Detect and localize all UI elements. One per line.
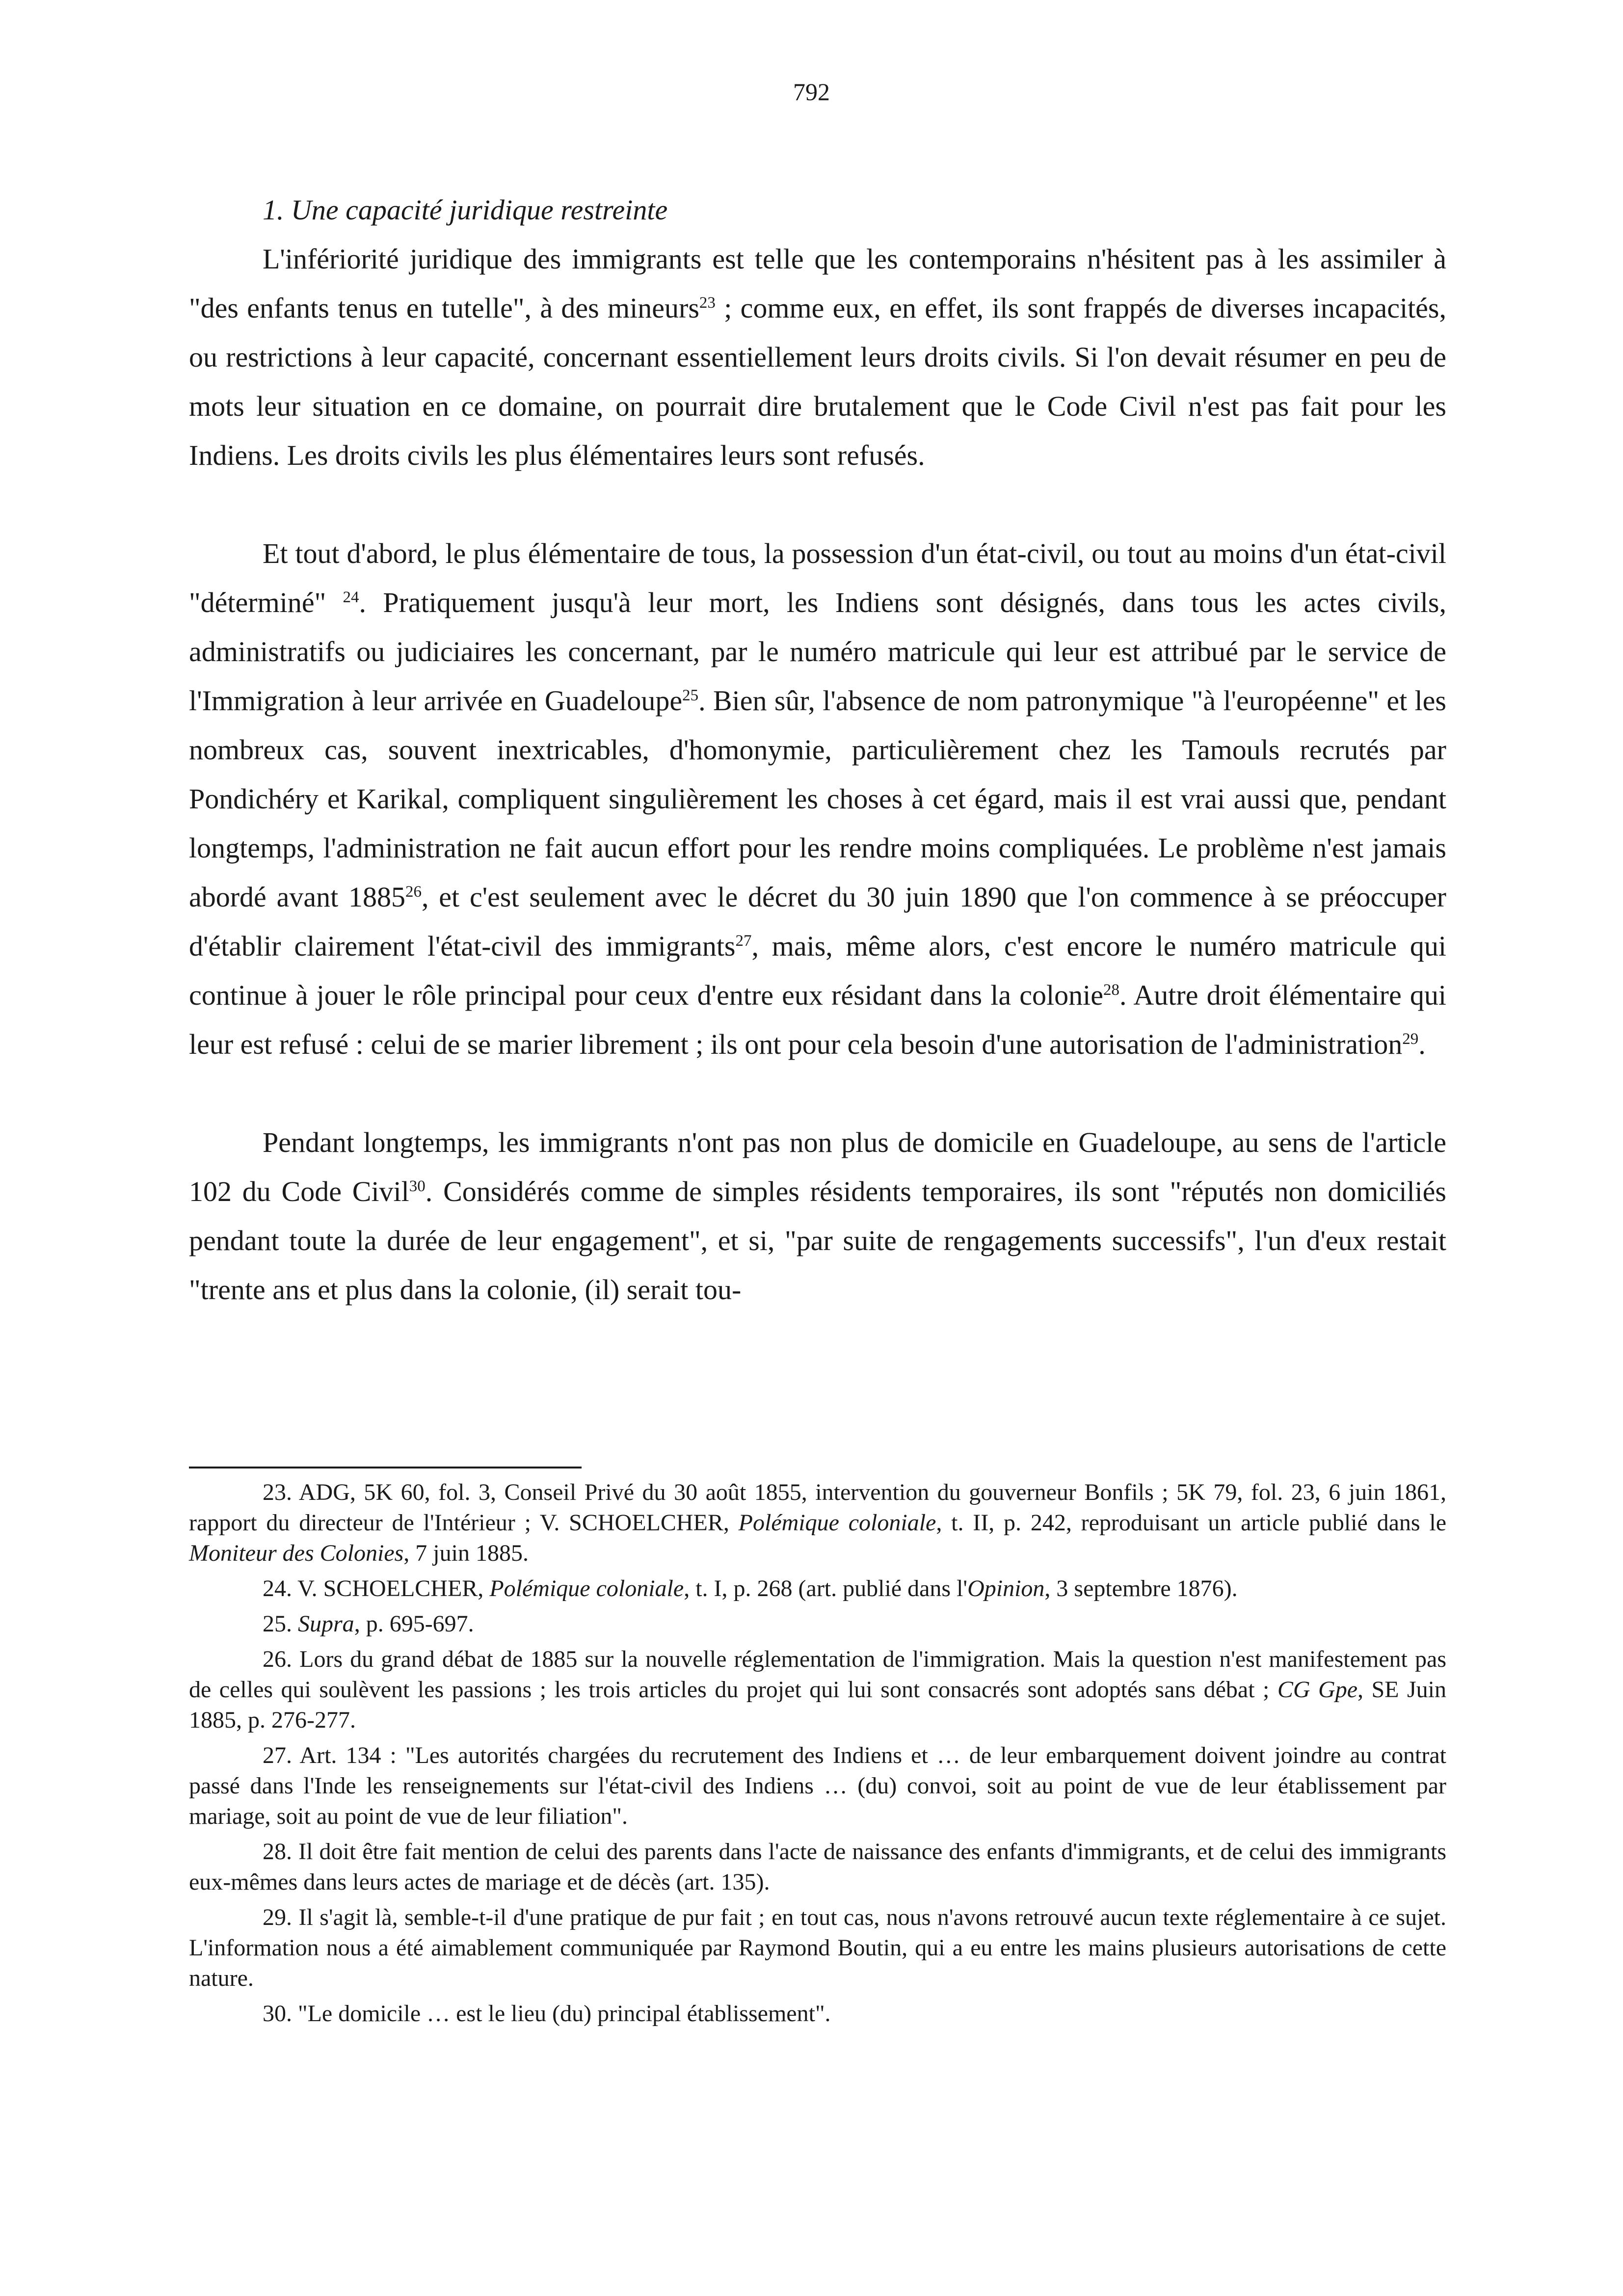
- section-title: 1. Une capacité juridique restreinte: [263, 194, 668, 226]
- footnote-ref: 26: [405, 883, 422, 901]
- text-run: . Bien sûr, l'absence de nom patronymique "à l'européenne" et les nombreux cas, souvent inextricables, d'homonymie, particulièrement chez les Tamouls recrutés par Pondichéry et Karikal, compliquent singulièrement les choses à cet égard, mais il est vrai aussi que, pendant longtemps, l'administration ne fait aucun effort pour les rendre moins compliquées. Le problème n'est jamais abordé avant 1885: [189, 685, 1446, 913]
- text-run: , t. I, p. 268 (art. publié dans l': [684, 1575, 968, 1602]
- text-run: 25.: [263, 1611, 298, 1637]
- paragraph: [189, 235, 1446, 480]
- footnote: [189, 1644, 1446, 1735]
- italic-title: Polémique coloniale: [738, 1510, 936, 1536]
- footnote: [189, 1477, 1446, 1569]
- italic-title: Moniteur des Colonies: [189, 1540, 404, 1566]
- text-run: L'infériorité juridique des immigrants est telle que les contemporains n'hésitent pas à les assimiler à "des enfants tenus en tutelle", à des mineurs: [189, 243, 1446, 324]
- text-run: 28. Il doit être fait mention de celui des parents dans l'acte de naissance des enfants d'immigrants, et de celui des immigrants eux-mêmes dans leurs actes de mariage et de décès (art. 135).: [189, 1839, 1446, 1895]
- footnote-ref: 29: [1402, 1030, 1419, 1048]
- footnote-ref: 27: [735, 932, 752, 950]
- footnote: [189, 1609, 1446, 1639]
- footnote: [189, 1902, 1446, 1994]
- text-run: 23. ADG, 5K 60, fol. 3, Conseil Privé du 30 août 1855, intervention du gouverneur Bonfils ; 5K 79, fol. 23, 6 juin 1861, rapport du directeur de l'Intérieur ; V. SCHOELCHER,: [189, 1479, 1446, 1536]
- text-run: 27. Art. 134 : "Les autorités chargées du recrutement des Indiens et … de leur embarquement doivent joindre au contrat passé dans l'Inde les renseignements sur l'état-civil des Indiens … (du) convoi, soit au point de vue de leur établissement par mariage, soit au point de vue de leur filiation".: [189, 1742, 1446, 1829]
- footnote: [189, 1574, 1446, 1604]
- text-run: 26. Lors du grand débat de 1885 sur la nouvelle réglementation de l'immigration. Mais la question n'est manifestement pas de celles qui soulèvent les passions ; les trois articles du projet qui lui sont consacrés sont adoptés sans débat ;: [189, 1646, 1446, 1703]
- italic-title: Supra: [298, 1611, 354, 1637]
- footnote: [189, 1999, 1446, 2029]
- footnotes: [189, 1477, 1446, 2034]
- body-text: [189, 186, 1446, 1314]
- text-run: , mais, même alors, c'est encore le numéro matricule qui continue à jouer le rôle principal pour ceux d'entre eux résidant dans la colonie: [189, 930, 1446, 1011]
- footnote-separator: [189, 1467, 582, 1468]
- footnote-ref: 23: [699, 294, 716, 312]
- paragraph: [189, 1118, 1446, 1314]
- text-run: Et tout d'abord, le plus élémentaire de tous, la possession d'un état-civil, ou tout au moins d'un état-civil "déterminé": [189, 537, 1446, 618]
- text-run: , 7 juin 1885.: [403, 1540, 529, 1566]
- footnote-ref: 28: [1103, 981, 1119, 999]
- text-run: . Considérés comme de simples résidents temporaires, ils sont "réputés non domiciliés pendant toute la durée de leur engagement", et si, "par suite de rengagements successifs", l'un d'eux restait "trente ans et plus dans la colonie, (il) serait tou-: [189, 1175, 1446, 1306]
- text-run: . Autre droit élémentaire qui leur est refusé : celui de se marier librement ; ils ont pour cela besoin d'une autorisation de l'administration: [189, 979, 1446, 1060]
- text-run: , t. II, p. 242, reproduisant un article publié dans le: [936, 1510, 1447, 1536]
- text-run: , p. 695-697.: [354, 1611, 474, 1637]
- italic-title: Polémique coloniale: [489, 1575, 684, 1602]
- text-run: 24. V. SCHOELCHER,: [263, 1575, 490, 1602]
- paragraph: [189, 529, 1446, 1069]
- text-run: , et c'est seulement avec le décret du 30 juin 1890 que l'on commence à se préoccuper d'établir clairement l'état-civil des immigrants: [189, 881, 1447, 962]
- text-run: ; comme eux, en effet, ils sont frappés de diverses incapacités, ou restrictions à leur capacité, concernant essentiellement leurs droits civils. Si l'on devait résumer en peu de mots leur situation en ce domaine, on pourrait dire brutalement que le Code Civil n'est pas fait pour les Indiens. Les droits civils les plus élémentaires leurs sont refusés.: [189, 292, 1446, 471]
- italic-title: CG Gpe: [1277, 1677, 1357, 1703]
- footnote-ref: 24: [343, 588, 359, 606]
- text-run: .: [1418, 1028, 1426, 1060]
- text-run: , SE Juin 1885, p. 276-277.: [189, 1677, 1447, 1733]
- footnote-ref: 25: [682, 687, 699, 704]
- text-run: 30. "Le domicile … est le lieu (du) principal établissement".: [263, 2001, 831, 2027]
- text-run: . Pratiquement jusqu'à leur mort, les Indiens sont désignés, dans tous les actes civils, administratifs ou judiciaires les concernant, par le numéro matricule qui leur est attribué par le service de l'Immigration à leur arrivée en Guadeloupe: [189, 587, 1446, 717]
- italic-title: Opinion: [967, 1575, 1045, 1602]
- page-number: 792: [793, 78, 830, 106]
- text-run: , 3 septembre 1876).: [1044, 1575, 1238, 1602]
- footnote-ref: 30: [409, 1177, 426, 1195]
- text-run: 29. Il s'agit là, semble-t-il d'une pratique de pur fait ; en tout cas, nous n'avons retrouvé aucun texte réglementaire à ce sujet. L'information nous a été aimablement communiquée par Raymond Boutin, qui a eu entre les mains plusieurs autorisations de cette nature.: [189, 1904, 1446, 1991]
- footnote: [189, 1740, 1446, 1832]
- text-run: Pendant longtemps, les immigrants n'ont pas non plus de domicile en Guadeloupe, au sens de l'article 102 du Code Civil: [189, 1126, 1446, 1207]
- footnote: [189, 1837, 1446, 1897]
